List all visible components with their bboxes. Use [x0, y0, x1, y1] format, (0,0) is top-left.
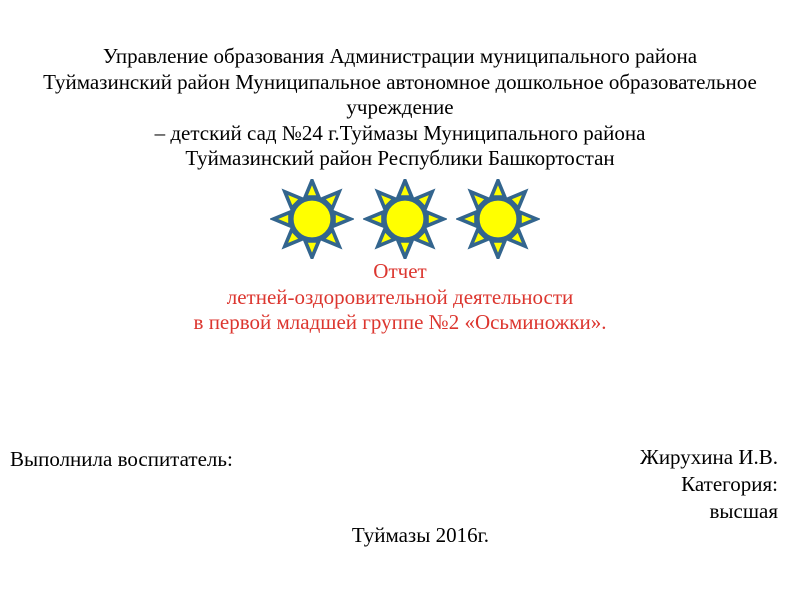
sun-icon	[270, 179, 354, 259]
sun-icon	[456, 179, 540, 259]
city-year: Туймазы 2016г.	[351, 523, 490, 547]
institution-header-line: учреждение	[346, 95, 454, 119]
institution-header-line: Управление образования Администрации муниципального района	[102, 44, 698, 68]
report-title	[0, 259, 800, 336]
institution-header-line: – детский сад №24 г.Туймазы Муниципального района	[154, 120, 646, 145]
category-value: высшая	[709, 499, 778, 523]
sun-decoration-row	[0, 179, 800, 259]
sun-icon	[363, 179, 447, 259]
author-label: Выполнила воспитатель:	[10, 447, 233, 471]
category-label: Категория:	[681, 472, 778, 496]
author-name: Жирухина И.В.	[640, 445, 778, 469]
report-title-line: Отчет	[373, 259, 427, 283]
institution-header-line: Туймазинский район Республики Башкортостан	[185, 146, 615, 170]
report-title-line: в первой младшей группе №2 «Осьминожки».	[193, 310, 607, 334]
institution-header	[0, 44, 800, 172]
institution-header-line: Туймазинский район Муниципальное автономное дошкольное образовательное	[43, 69, 757, 94]
report-title-line: летней-оздоровительной деятельности	[226, 284, 574, 309]
author-credits	[640, 444, 778, 525]
